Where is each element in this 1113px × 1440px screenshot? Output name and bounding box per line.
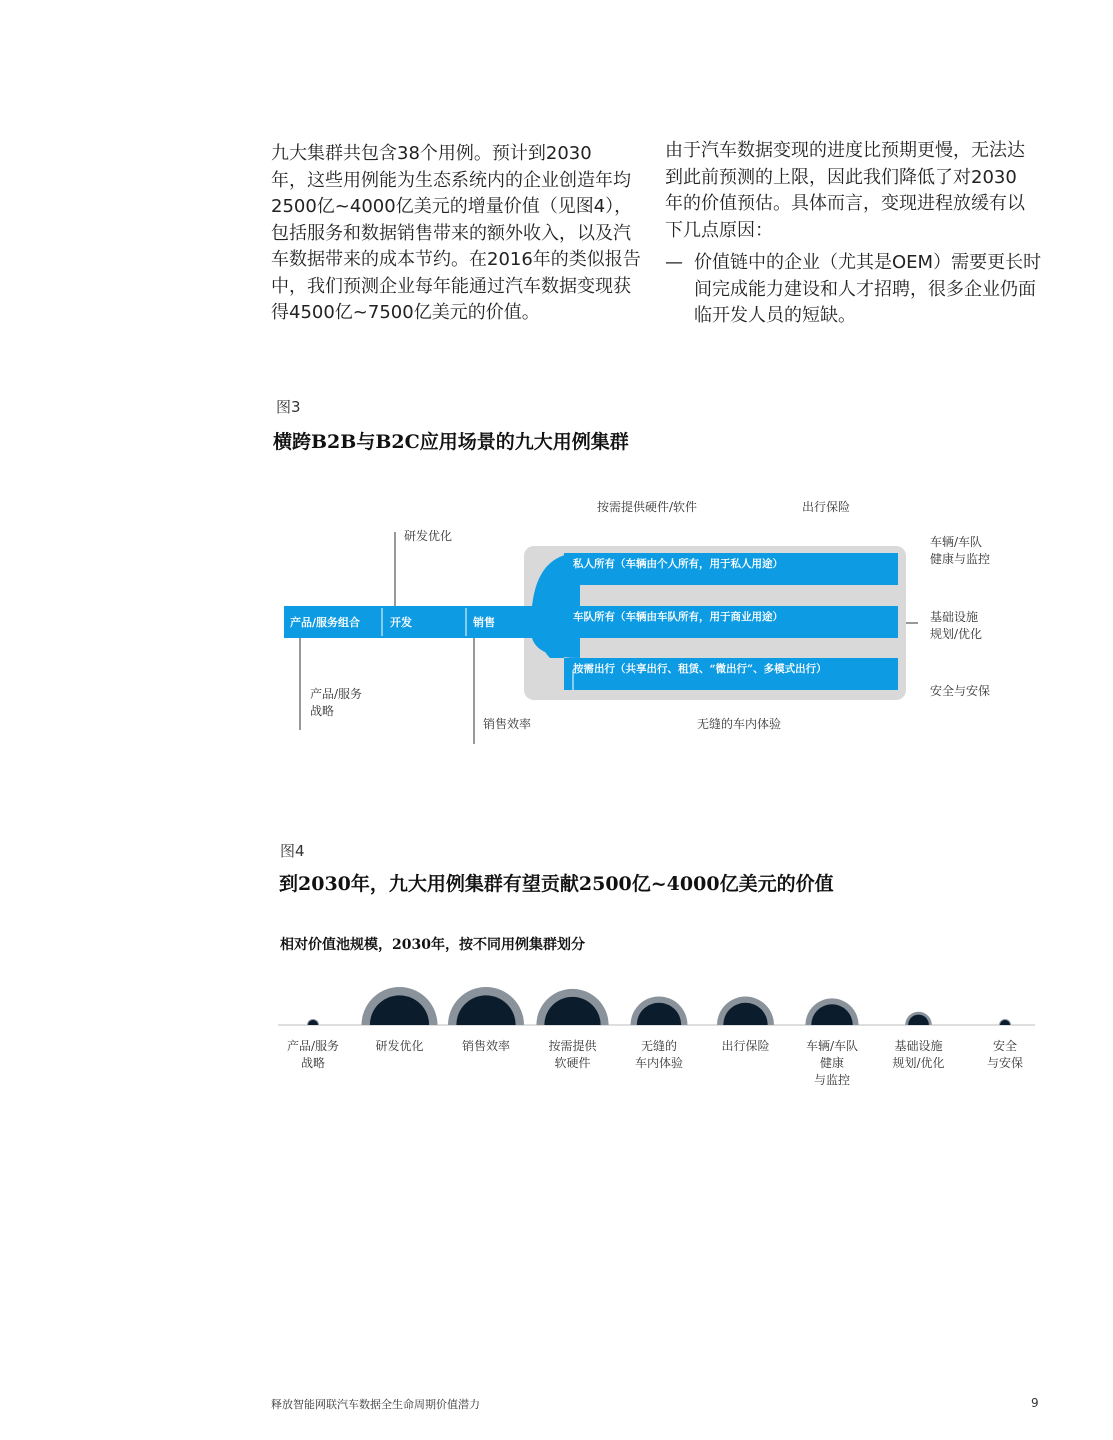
text-line: 车数据带来的成本节约。在2016年的类似报告 xyxy=(271,249,641,270)
text-line: 包括服务和数据销售带来的额外收入，以及汽 xyxy=(271,222,631,244)
text-line: 价值链中的企业（尤其是OEM）需要更长时 xyxy=(694,252,1042,273)
footer-text: 释放智能网联汽车数据全生命周期价值潜力 xyxy=(271,1398,480,1411)
bullet-text xyxy=(694,250,1041,330)
label-product-strategy-1: 产品/服务 xyxy=(310,687,363,701)
label-product-strategy-2: 战略 xyxy=(310,704,335,718)
bullet-dash: — xyxy=(665,252,683,273)
text-line: 九大集群共包含38个用例。预计到2030 xyxy=(271,143,592,164)
cluster-label: 规划/优化 xyxy=(892,1056,945,1070)
bubble-group xyxy=(307,987,1011,1025)
cluster-label: 基础设施 xyxy=(894,1039,943,1053)
label-mobility-insurance: 出行保险 xyxy=(802,500,851,514)
label-vehicle-fleet-1: 车辆/车队 xyxy=(930,535,983,549)
figure3-diagram xyxy=(270,490,1050,760)
label-rd-optimization: 研发优化 xyxy=(404,529,453,543)
text-line: 到此前预测的上限，因此我们降低了对2030 xyxy=(665,166,1017,188)
chain-label-development: 开发 xyxy=(390,616,412,629)
body-paragraph-left xyxy=(271,141,656,327)
cluster-label-group xyxy=(287,1038,1023,1087)
text-line: 年的价值预估。具体而言，变现进程放缓有以 xyxy=(665,193,1025,214)
body-paragraph-right xyxy=(665,138,1055,244)
cluster-label: 安全 xyxy=(992,1039,1018,1053)
channel-label-fleet: 车队所有（车辆由车队所有，用于商业用途） xyxy=(573,611,783,623)
cluster-label: 按需提供 xyxy=(548,1039,597,1053)
page-number: 9 xyxy=(1031,1396,1039,1410)
cluster-label: 健康 xyxy=(819,1056,845,1070)
cluster-label: 出行保险 xyxy=(721,1039,770,1053)
figure3-title: 横跨B2B与B2C应用场景的九大用例集群 xyxy=(273,431,629,453)
cluster-label: 研发优化 xyxy=(375,1039,424,1053)
text-line: 临开发人员的短缺。 xyxy=(694,305,856,326)
figure4-subtitle: 相对价值池规模，2030年，按不同用例集群划分 xyxy=(280,937,585,953)
channel-label-ondemand: 按需出行（共享出行、租赁、“微出行”、多模式出行） xyxy=(573,663,827,675)
text-line: 得4500亿~7500亿美元的价值。 xyxy=(271,302,540,323)
text-line: 中，我们预测企业每年能通过汽车数据变现获 xyxy=(271,275,631,297)
cluster-label: 软硬件 xyxy=(554,1056,591,1070)
label-infrastructure-1: 基础设施 xyxy=(930,610,979,624)
figure4-label: 图4 xyxy=(280,842,305,860)
label-vehicle-fleet-2: 健康与监控 xyxy=(930,552,991,566)
cluster-label: 与监控 xyxy=(813,1073,851,1087)
label-safety-security: 安全与安保 xyxy=(930,684,991,698)
chain-label-sales: 销售 xyxy=(473,616,495,629)
cluster-label: 产品/服务 xyxy=(286,1039,340,1053)
cluster-label: 车内体验 xyxy=(634,1056,684,1070)
text-line: 间完成能力建设和人才招聘，很多企业仍面 xyxy=(694,278,1036,300)
figure3-label: 图3 xyxy=(276,398,301,416)
text-line: 下几点原因： xyxy=(665,219,773,241)
cluster-label: 与安保 xyxy=(986,1056,1024,1070)
cluster-label: 战略 xyxy=(300,1056,326,1070)
channel-label-private: 私人所有（车辆由个人所有，用于私人用途） xyxy=(573,558,783,570)
figure4-chart xyxy=(270,975,1040,1105)
cluster-label: 销售效率 xyxy=(461,1039,511,1053)
text-line: 年，这些用例能为生态系统内的企业创造年均 xyxy=(271,169,631,191)
text-line: 2500亿~4000亿美元的增量价值（见图4）， xyxy=(271,196,633,217)
chain-label-portfolio: 产品/服务组合 xyxy=(290,616,361,629)
label-ondemand-hw-sw: 按需提供硬件/软件 xyxy=(597,500,698,514)
label-sales-efficiency: 销售效率 xyxy=(483,717,532,731)
cluster-label: 无缝的 xyxy=(640,1039,678,1053)
cluster-label: 车辆/车队 xyxy=(805,1039,859,1053)
label-infrastructure-2: 规划/优化 xyxy=(930,627,983,641)
text-line: 由于汽车数据变现的进度比预期更慢，无法达 xyxy=(665,140,1025,161)
label-incar-experience: 无缝的车内体验 xyxy=(697,717,782,731)
figure4-title: 到2030年，九大用例集群有望贡献2500亿~4000亿美元的价值 xyxy=(279,873,834,895)
